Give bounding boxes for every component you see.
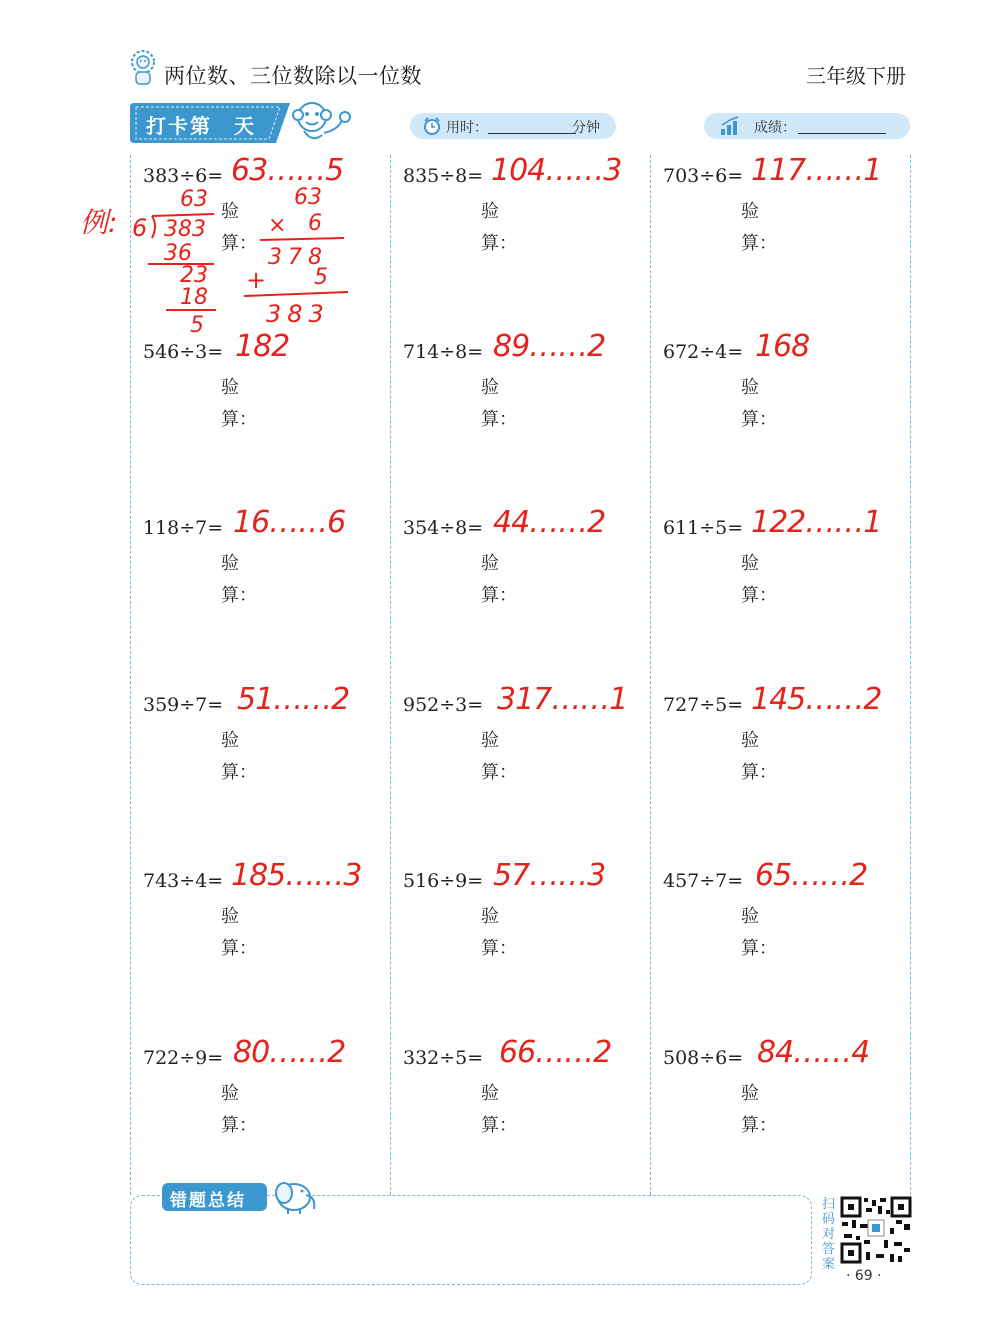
example-add-op: +: [246, 266, 267, 294]
check-label: 验: [221, 377, 239, 398]
example-dividend: 383: [164, 217, 206, 242]
check-label: 算：: [481, 233, 517, 254]
monkey-mascot-icon: [290, 99, 354, 145]
problem-item: [143, 682, 393, 814]
check-label: 算：: [481, 762, 517, 783]
check-label: 验: [741, 377, 759, 398]
example-remainder: 5: [190, 313, 204, 338]
problem-equation: 354÷8=: [403, 517, 484, 539]
example-sum: 383: [266, 300, 330, 328]
score-blank[interactable]: [798, 133, 886, 134]
check-label: 验: [741, 1083, 759, 1104]
check-label: 验: [741, 906, 759, 927]
example-divisor: 6: [132, 214, 148, 242]
handwritten-answer[interactable]: 317……1: [497, 682, 628, 717]
problem-item: [663, 858, 913, 990]
check-label: 验: [741, 201, 759, 222]
handwritten-answer[interactable]: 145……2: [751, 682, 882, 717]
check-label: 算：: [481, 1115, 517, 1136]
problem-item: [143, 329, 393, 461]
lion-mascot-icon: [130, 50, 156, 86]
column-divider: [910, 155, 911, 1195]
problem-equation: 383÷6=: [143, 165, 224, 187]
handwritten-answer[interactable]: 63……5: [231, 153, 344, 188]
time-label: 用时：: [446, 120, 488, 136]
example-mult-top: 63: [294, 185, 322, 210]
problem-equation: 727÷5=: [663, 694, 744, 716]
page-number: · 69 ·: [846, 1268, 882, 1284]
qr-code-icon[interactable]: [840, 1196, 912, 1264]
book-title: 两位数、三位数除以一位数: [164, 64, 422, 88]
problem-equation: 672÷4=: [663, 341, 744, 363]
time-blank[interactable]: [488, 133, 576, 134]
handwritten-answer[interactable]: 122……1: [751, 505, 882, 540]
check-label: 验: [221, 553, 239, 574]
handwritten-answer[interactable]: 89……2: [493, 329, 606, 364]
problem-item: [663, 1035, 913, 1167]
problem-item: [403, 682, 653, 814]
problem-item: [663, 682, 913, 814]
handwritten-answer[interactable]: 65……2: [755, 858, 868, 893]
example-product: 378: [268, 245, 328, 270]
check-label: 验: [481, 553, 499, 574]
check-label: 算：: [221, 762, 257, 783]
example-add-term: 5: [314, 265, 328, 290]
problem-equation: 743÷4=: [143, 870, 224, 892]
check-label: 算：: [481, 585, 517, 606]
score-label: 成绩：: [754, 120, 796, 136]
check-label: 算：: [741, 938, 777, 959]
problem-equation: 952÷3=: [403, 694, 484, 716]
alarm-clock-icon: [422, 116, 442, 136]
problem-item: [143, 1035, 393, 1167]
check-label: 验: [221, 730, 239, 751]
error-summary-tag: [162, 1183, 267, 1211]
check-label: 算：: [221, 585, 257, 606]
time-field: [410, 113, 616, 139]
check-label: 验: [221, 906, 239, 927]
problem-item: [403, 858, 653, 990]
check-label: 算：: [741, 762, 777, 783]
column-divider: [390, 155, 391, 1195]
score-field: [704, 113, 910, 139]
check-label: 验: [741, 730, 759, 751]
problem-equation: 508÷6=: [663, 1047, 744, 1069]
problem-equation: 703÷6=: [663, 165, 744, 187]
check-label: 算：: [741, 233, 777, 254]
problem-item: [143, 505, 393, 637]
problem-item: [663, 329, 913, 461]
example-mult-factor: 6: [308, 211, 322, 236]
example-step: 36: [164, 241, 192, 266]
check-label: 验: [481, 201, 499, 222]
example-step: 23: [180, 263, 208, 288]
check-label: 验: [741, 553, 759, 574]
problem-equation: 835÷8=: [403, 165, 484, 187]
problem-item: [663, 505, 913, 637]
error-summary-label: 错题总结: [170, 1191, 246, 1211]
elephant-mascot-icon: [268, 1175, 318, 1215]
handwritten-answer[interactable]: 51……2: [237, 682, 350, 717]
example-step: 18: [180, 285, 208, 310]
handwritten-answer[interactable]: 66……2: [499, 1035, 612, 1070]
check-label: 验: [221, 201, 239, 222]
example-prefix: 例:: [80, 206, 118, 239]
problem-item: [143, 858, 393, 990]
check-label: 算：: [741, 585, 777, 606]
check-label: 算：: [481, 938, 517, 959]
check-label: 验: [481, 730, 499, 751]
checkin-label: 打卡第 天: [146, 114, 256, 138]
problem-equation: 359÷7=: [143, 694, 224, 716]
problem-equation: 516÷9=: [403, 870, 484, 892]
check-label: 算：: [221, 233, 257, 254]
time-unit: 分钟: [572, 120, 600, 136]
check-label: 算：: [741, 1115, 777, 1136]
checkin-banner: [130, 103, 290, 143]
problem-equation: 722÷9=: [143, 1047, 224, 1069]
scan-answers-label: 扫码对答案: [822, 1197, 836, 1272]
check-label: 验: [221, 1083, 239, 1104]
problem-item: [663, 153, 913, 285]
example-quotient: 63: [180, 187, 208, 212]
handwritten-answer[interactable]: 57……3: [493, 858, 606, 893]
bar-chart-icon: [720, 116, 742, 136]
check-label: 验: [481, 377, 499, 398]
check-label: 算：: [221, 938, 257, 959]
check-label: 算：: [221, 1115, 257, 1136]
grade-label: 三年级下册: [806, 64, 906, 88]
check-label: 验: [481, 906, 499, 927]
handwritten-answer[interactable]: 84……4: [757, 1035, 870, 1070]
check-label: 验: [481, 1083, 499, 1104]
handwritten-answer[interactable]: 16……6: [233, 505, 346, 540]
problem-equation: 714÷8=: [403, 341, 484, 363]
problem-item: [403, 329, 653, 461]
check-label: 算：: [481, 409, 517, 430]
problem-item: [403, 1035, 653, 1167]
problem-item: [403, 505, 653, 637]
problem-equation: 332÷5=: [403, 1047, 484, 1069]
problem-item: [403, 153, 653, 285]
check-label: 算：: [221, 409, 257, 430]
column-divider: [650, 155, 651, 1195]
handwritten-answer[interactable]: 182: [235, 329, 290, 364]
check-label: 算：: [741, 409, 777, 430]
handwritten-answer[interactable]: 104……3: [491, 153, 622, 188]
example-handwritten-work: [80, 180, 370, 340]
example-mult-op: ×: [268, 213, 287, 238]
handwritten-answer[interactable]: 168: [755, 329, 810, 364]
problem-equation: 611÷5=: [663, 517, 744, 539]
problem-equation: 546÷3=: [143, 341, 224, 363]
problem-equation: 457÷7=: [663, 870, 744, 892]
handwritten-answer[interactable]: 80……2: [233, 1035, 346, 1070]
handwritten-answer[interactable]: 44……2: [493, 505, 606, 540]
problem-equation: 118÷7=: [143, 517, 224, 539]
handwritten-answer[interactable]: 185……3: [231, 858, 362, 893]
handwritten-answer[interactable]: 117……1: [751, 153, 882, 188]
